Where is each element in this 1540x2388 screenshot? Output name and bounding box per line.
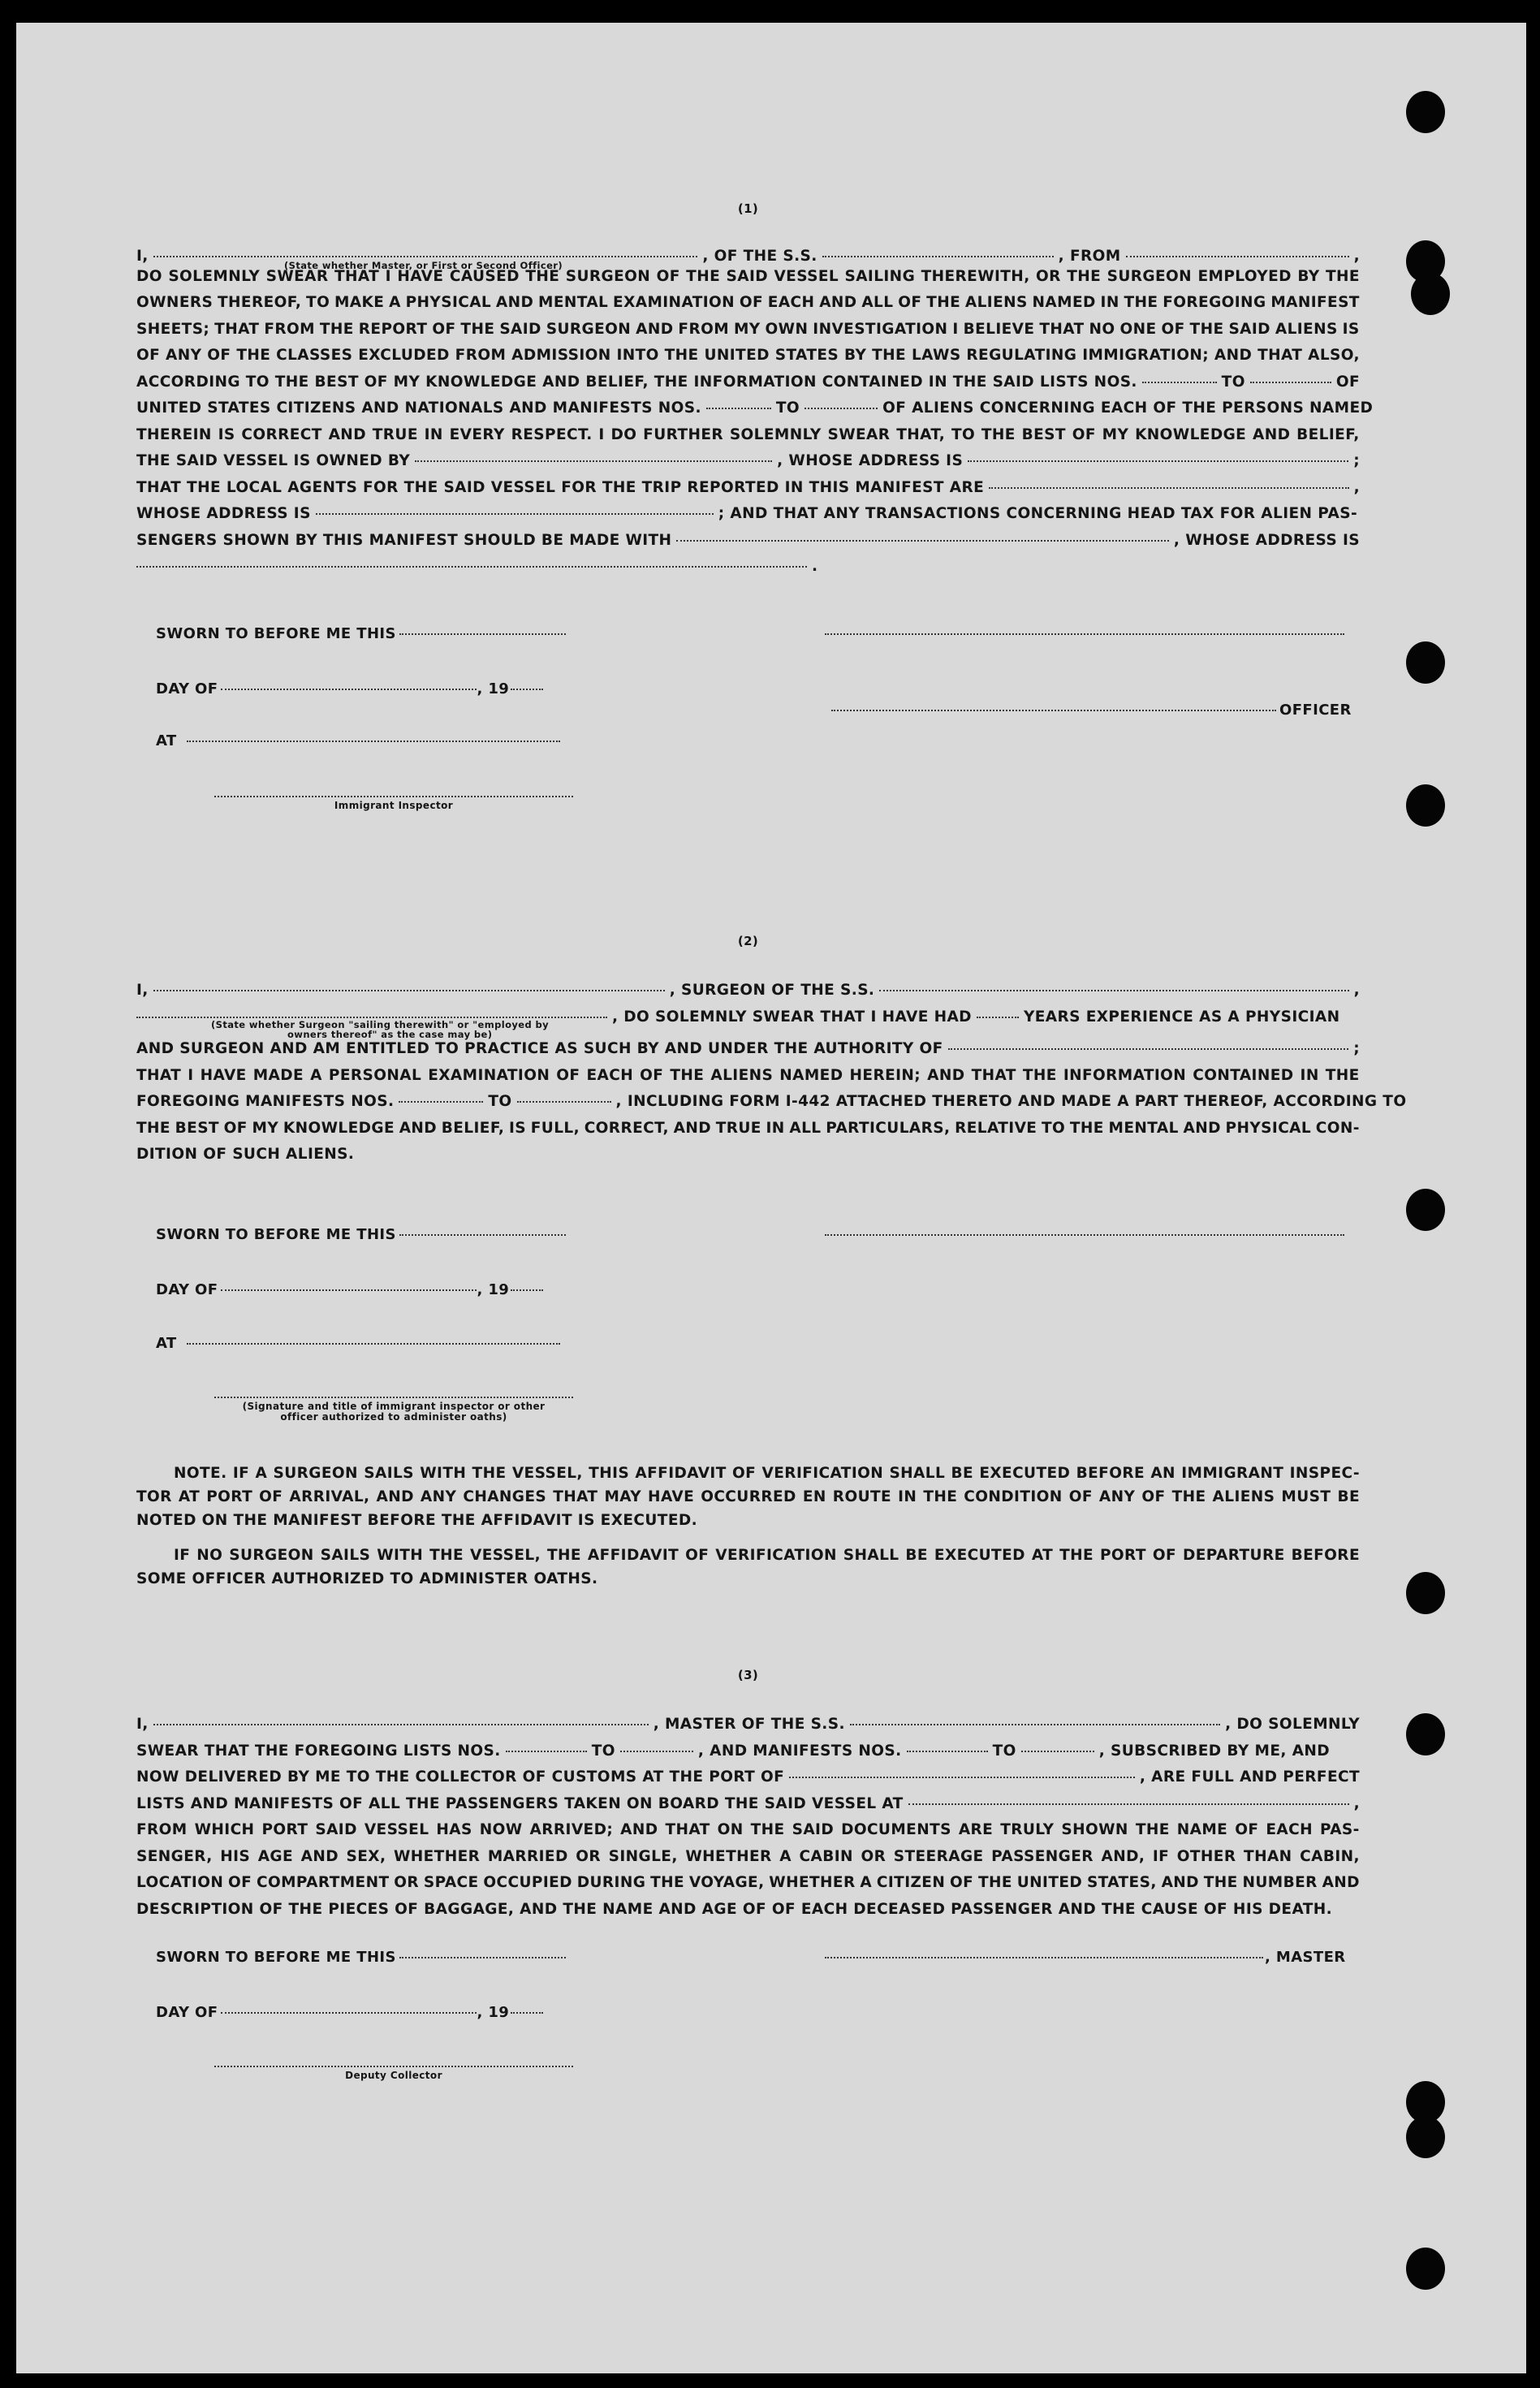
blank-day-of[interactable]	[221, 674, 477, 690]
blank-owner[interactable]	[415, 446, 772, 463]
text: SWORN TO BEFORE ME THIS	[156, 1226, 396, 1243]
text: OFFICER	[1279, 702, 1352, 719]
blank-manifests-to[interactable]	[805, 393, 878, 410]
s1-day-row	[156, 677, 543, 697]
text: , WHOSE ADDRESS IS	[777, 452, 964, 469]
punch-hole	[1406, 91, 1445, 133]
text: , DO SOLEMNLY SWEAR THAT I HAVE HAD	[612, 1008, 972, 1026]
blank-lists-from[interactable]	[1142, 366, 1217, 383]
text: I,	[136, 248, 149, 265]
text: , MASTER	[1265, 1949, 1346, 1966]
text: DAY OF	[156, 2004, 218, 2021]
text: YEARS EXPERIENCE AS A PHYSICIAN	[1023, 1008, 1340, 1026]
blank-head-tax-address[interactable]	[136, 551, 807, 568]
text: TO	[992, 1742, 1016, 1760]
s3-day-row	[156, 2001, 543, 2021]
section-1-number: (1)	[737, 201, 759, 216]
text: , FROM	[1058, 248, 1121, 265]
text: , INCLUDING FORM I-442 ATTACHED THERETO AND MADE A PART THEREOF, ACCORDING TO	[615, 1093, 1407, 1110]
caption-immigrant-inspector: Immigrant Inspector	[334, 800, 454, 811]
text-line: LOCATION OF COMPARTMENT OR SPACE OCCUPIED DURING THE VOYAGE, WHETHER A CITIZEN OF THE UNITED STATES, AND THE NUMBER AND	[136, 1874, 1360, 1891]
blank-boarding-port[interactable]	[908, 1788, 1349, 1805]
text-line: DITION OF SUCH ALIENS.	[136, 1146, 355, 1163]
blank-year[interactable]	[511, 1997, 543, 2014]
blank-lists-to[interactable]	[1250, 366, 1331, 383]
text-line: THE BEST OF MY KNOWLEDGE AND BELIEF, IS FULL, CORRECT, AND TRUE IN ALL PARTICULARS, RELATIVE TO THE MENTAL AND PHYSICAL CON-	[136, 1119, 1360, 1137]
blank-collector-signature[interactable]	[214, 2051, 573, 2067]
note-block	[136, 1462, 1360, 1602]
blank-manifests-from[interactable]	[907, 1735, 988, 1752]
caption-deputy-collector: Deputy Collector	[345, 2070, 442, 2081]
punch-hole	[1406, 2248, 1445, 2290]
blank-port[interactable]	[789, 1762, 1135, 1779]
section-2-number: (2)	[737, 934, 759, 948]
blank-vessel-name[interactable]	[879, 975, 1348, 992]
s3-collector-signature	[214, 2054, 573, 2081]
text: UNITED STATES CITIZENS AND NATIONALS AND MANIFESTS NOS.	[136, 399, 701, 417]
text: ,	[1353, 1794, 1360, 1812]
text: , AND MANIFESTS NOS.	[697, 1742, 902, 1760]
form-page	[16, 23, 1526, 2373]
text: FOREGOING MANIFESTS NOS.	[136, 1093, 395, 1110]
text: , 19	[477, 2004, 510, 2021]
text: SENGERS SHOWN BY THIS MANIFEST SHOULD BE MADE WITH	[136, 531, 672, 549]
s1-signature-line[interactable]	[825, 622, 1344, 638]
text: ;	[1353, 1040, 1360, 1057]
text: ,	[1353, 982, 1360, 999]
text: AND SURGEON AND AM ENTITLED TO PRACTICE AS SUCH BY AND UNDER THE AUTHORITY OF	[136, 1040, 943, 1057]
punch-hole	[1406, 784, 1445, 827]
text: ,	[1353, 478, 1360, 496]
text-line: FROM WHICH PORT SAID VESSEL HAS NOW ARRIVED; AND THAT ON THE SAID DOCUMENTS ARE TRULY SHOWN THE NAME OF EACH PAS-	[136, 1821, 1360, 1838]
s1-inspector-signature	[214, 784, 573, 811]
punch-hole	[1406, 2116, 1445, 2158]
s2-inspector-signature	[214, 1385, 573, 1423]
s1-at-row	[156, 729, 560, 749]
text: SWORN TO BEFORE ME THIS	[156, 625, 396, 642]
text: TO	[488, 1093, 512, 1110]
text: , MASTER OF THE S.S.	[653, 1716, 845, 1733]
blank-year[interactable]	[511, 674, 543, 690]
text: SWEAR THAT THE FOREGOING LISTS NOS.	[136, 1742, 501, 1760]
blank-agents-address[interactable]	[316, 499, 714, 516]
section-3-number: (3)	[737, 1668, 759, 1682]
blank-officer-rank[interactable]	[153, 241, 698, 258]
caption-signature-title: officer authorized to administer oaths)	[280, 1411, 507, 1423]
text: SWORN TO BEFORE ME THIS	[156, 1949, 396, 1966]
text: owners thereof" as the case may be)	[287, 1029, 493, 1040]
blank-manifests-to[interactable]	[1021, 1735, 1094, 1752]
blank-inspector-signature[interactable]	[214, 781, 573, 797]
punch-hole	[1406, 1572, 1445, 1614]
text: TO	[775, 399, 800, 417]
blank-inspector-signature[interactable]	[214, 1382, 573, 1398]
text: , OF THE S.S.	[702, 248, 817, 265]
s3-sworn-row	[156, 1945, 566, 1966]
punch-hole	[1406, 1713, 1445, 1755]
s2-at-row	[156, 1332, 560, 1352]
blank-at-place[interactable]	[187, 1328, 560, 1345]
text: , SUBSCRIBED BY ME, AND	[1098, 1742, 1330, 1760]
s3-master-row	[825, 1945, 1346, 1966]
blank-manifests-from[interactable]	[706, 393, 771, 410]
blank-vessel-name[interactable]	[822, 241, 1054, 258]
hint-officer-rank: (State whether Master, or First or Second Officer)	[284, 259, 563, 271]
text: THAT THE LOCAL AGENTS FOR THE SAID VESSEL FOR THE TRIP REPORTED IN THIS MANIFEST ARE	[136, 478, 985, 496]
blank-years[interactable]	[977, 1001, 1019, 1018]
blank-master-name[interactable]	[153, 1709, 649, 1726]
blank-head-tax-party[interactable]	[676, 525, 1168, 542]
text: , 19	[477, 680, 510, 697]
note-paragraph: NOTE. IF A SURGEON SAILS WITH THE VESSEL, THIS AFFIDAVIT OF VERIFICATION SHALL BE EXECUTED BEFORE AN IMMIGRANT INSPEC-TOR AT PORT OF ARRIVAL, AND ANY CHANGES THAT MAY HAVE OCCURRED EN ROUTE IN THE CONDITION OF ANY OF THE ALIENS MUST BE NOTED ON THE MANIFEST BEFORE THE AFFIDAVIT IS EXECUTED.	[136, 1465, 1360, 1529]
blank-lists-from[interactable]	[506, 1735, 587, 1752]
text: TO	[591, 1742, 615, 1760]
text: , ARE FULL AND PERFECT	[1139, 1768, 1360, 1786]
s1-officer-row	[831, 698, 1352, 719]
blank-officer-signature[interactable]	[831, 695, 1276, 711]
s2-day-row	[156, 1278, 543, 1298]
text: , 19	[477, 1281, 510, 1298]
blank-day-of[interactable]	[221, 1997, 477, 2014]
text: OF ALIENS CONCERNING EACH OF THE PERSONS NAMED	[882, 399, 1374, 417]
blank-from-port[interactable]	[1126, 241, 1349, 258]
blank-sworn-date[interactable]	[399, 1942, 566, 1958]
text: I,	[136, 982, 149, 999]
text: LISTS AND MANIFESTS OF ALL THE PASSENGERS TAKEN ON BOARD THE SAID VESSEL AT	[136, 1794, 904, 1812]
blank-at-place[interactable]	[187, 726, 560, 742]
blank-master-signature[interactable]	[825, 1942, 1263, 1958]
blank-year[interactable]	[511, 1275, 543, 1291]
text-line: SHEETS; THAT FROM THE REPORT OF THE SAID SURGEON AND FROM MY OWN INVESTIGATION I BELIEVE THAT NO ONE OF THE SAID ALIENS IS	[136, 320, 1360, 338]
text: DAY OF	[156, 680, 218, 697]
s2-signature-line[interactable]	[825, 1223, 1344, 1239]
s2-sworn-row	[156, 1223, 566, 1243]
section-3-affidavit	[136, 1712, 1360, 1923]
blank-authority[interactable]	[948, 1034, 1348, 1051]
text-line: DO SOLEMNLY SWEAR THAT I HAVE CAUSED THE SURGEON OF THE SAID VESSEL SAILING THEREWITH, OR THE SURGEON EMPLOYED BY THE	[136, 267, 1360, 285]
section-1-affidavit: I, , OF THE S.S. , FROM , (State whether Master, or First or Second Officer) DO SOLEMNLY SWEAR THAT I HAVE CAUSED THE SURGEON OF THE SAID VESSEL SAILING THEREWITH, OR THE SURGEON EMPLOYED BY THE OWNERS THEREOF, TO MAKE A PHYSICAL AND MENTAL EXAMINATION OF EACH AND ALL OF THE ALIENS NAMED IN THE FOREGOING MANIFEST SHEETS; THAT FROM THE REPORT OF THE SAID SURGEON AND FROM MY OWN INVESTIGATION I BELIEVE THAT NO ONE OF THE SAID ALIENS IS OF ANY OF THE CLASSES EXCLUDED FROM ADMISSION INTO THE UNITED STATES BY THE LAWS REGULATING IMMIGRATION; AND THAT ALSO, ACCORDING TO THE BEST OF MY KNOWLEDGE AND BELIEF, THE INFORMATION CONTAINED IN THE SAID LISTS NOS. TO OF UNITED STATES CITIZENS AND NATIONALS AND MANIFESTS NOS. TO OF ALIENS CONCERNING EACH OF THE PERSONS NAMED THEREIN IS CORRECT AND TRUE IN EVERY RESPECT. I DO FURTHER SOLEMNLY SWEAR THAT, TO THE BEST OF MY KNOWLEDGE AND BELIEF, THE SAID VESSEL IS OWNED BY , WHOSE ADDRESS IS ; THAT THE LOCAL AGENTS FOR THE SAID VESSEL FOR THE TRIP REPORTED IN THIS MANIFEST ARE , WHOSE ADDRESS IS ; AND THAT ANY TRANSACTIONS CONCERNING HEAD TAX FOR ALIEN PAS- SENGERS SHOWN BY THIS MANIFEST SHOULD BE MADE WITH , WHOSE ADDRESS IS .	[136, 244, 1360, 581]
section-2-affidavit	[136, 978, 1407, 1168]
blank-manifests-from[interactable]	[399, 1086, 483, 1103]
blank-vessel-name[interactable]	[850, 1709, 1220, 1726]
blank-local-agents[interactable]	[989, 472, 1348, 489]
text: THE SAID VESSEL IS OWNED BY	[136, 452, 411, 469]
text: DAY OF	[156, 1281, 218, 1298]
text-line: OF ANY OF THE CLASSES EXCLUDED FROM ADMISSION INTO THE UNITED STATES BY THE LAWS REGULATING IMMIGRATION; AND THAT ALSO,	[136, 347, 1360, 364]
blank-manifests-to[interactable]	[517, 1086, 611, 1103]
note-paragraph: IF NO SURGEON SAILS WITH THE VESSEL, THE AFFIDAVIT OF VERIFICATION SHALL BE EXECUTED AT THE PORT OF DEPARTURE BEFORE SOME OFFICER AUTHORIZED TO ADMINISTER OATHS.	[136, 1547, 1360, 1587]
text: OF	[1335, 373, 1360, 391]
text-line: OWNERS THEREOF, TO MAKE A PHYSICAL AND MENTAL EXAMINATION OF EACH AND ALL OF THE ALIENS NAMED IN THE FOREGOING MANIFEST	[136, 294, 1360, 311]
text: TO	[1221, 373, 1245, 391]
blank-lists-to[interactable]	[620, 1735, 693, 1752]
punch-hole	[1406, 641, 1445, 684]
text: , WHOSE ADDRESS IS	[1173, 531, 1360, 549]
blank-surgeon-name[interactable]	[153, 975, 665, 992]
text: (State whether Surgeon "sailing therewith" or "employed by	[211, 1019, 550, 1030]
text-line: SENGER, HIS AGE AND SEX, WHETHER MARRIED OR SINGLE, WHETHER A CABIN OR STEERAGE PASSENGER AND, IF OTHER THAN CABIN,	[136, 1847, 1360, 1865]
text: AT	[156, 1335, 177, 1352]
text: , DO SOLEMNLY	[1225, 1716, 1360, 1733]
punch-hole	[1411, 273, 1450, 315]
text: AT	[156, 732, 177, 749]
s1-sworn-row	[156, 622, 566, 642]
blank-sworn-date[interactable]	[399, 1220, 566, 1236]
text: ;	[1353, 452, 1360, 469]
blank-sworn-date[interactable]	[399, 619, 566, 635]
text: WHOSE ADDRESS IS	[136, 505, 311, 522]
blank-day-of[interactable]	[221, 1275, 477, 1291]
caption-signature-title: (Signature and title of immigrant inspector or other	[242, 1401, 546, 1412]
text-line: DESCRIPTION OF THE PIECES OF BAGGAGE, AND THE NAME AND AGE OF OF EACH DECEASED PASSENGER AND THE CAUSE OF HIS DEATH.	[136, 1900, 1333, 1918]
text: I,	[136, 1716, 149, 1733]
blank-surgeon-status[interactable]	[136, 1001, 607, 1018]
blank-owner-address[interactable]	[968, 446, 1348, 463]
punch-hole	[1406, 1189, 1445, 1231]
text: ; AND THAT ANY TRANSACTIONS CONCERNING HEAD TAX FOR ALIEN PAS-	[718, 505, 1358, 522]
text-line: THEREIN IS CORRECT AND TRUE IN EVERY RESPECT. I DO FURTHER SOLEMNLY SWEAR THAT, TO THE BEST OF MY KNOWLEDGE AND BELIEF,	[136, 425, 1360, 443]
text: ACCORDING TO THE BEST OF MY KNOWLEDGE AND BELIEF, THE INFORMATION CONTAINED IN THE SAID LISTS NOS.	[136, 373, 1137, 391]
text: , SURGEON OF THE S.S.	[669, 982, 875, 999]
text: NOW DELIVERED BY ME TO THE COLLECTOR OF CUSTOMS AT THE PORT OF	[136, 1768, 785, 1786]
text-line: THAT I HAVE MADE A PERSONAL EXAMINATION OF EACH OF THE ALIENS NAMED HEREIN; AND THAT THE INFORMATION CONTAINED IN THE	[136, 1066, 1360, 1084]
